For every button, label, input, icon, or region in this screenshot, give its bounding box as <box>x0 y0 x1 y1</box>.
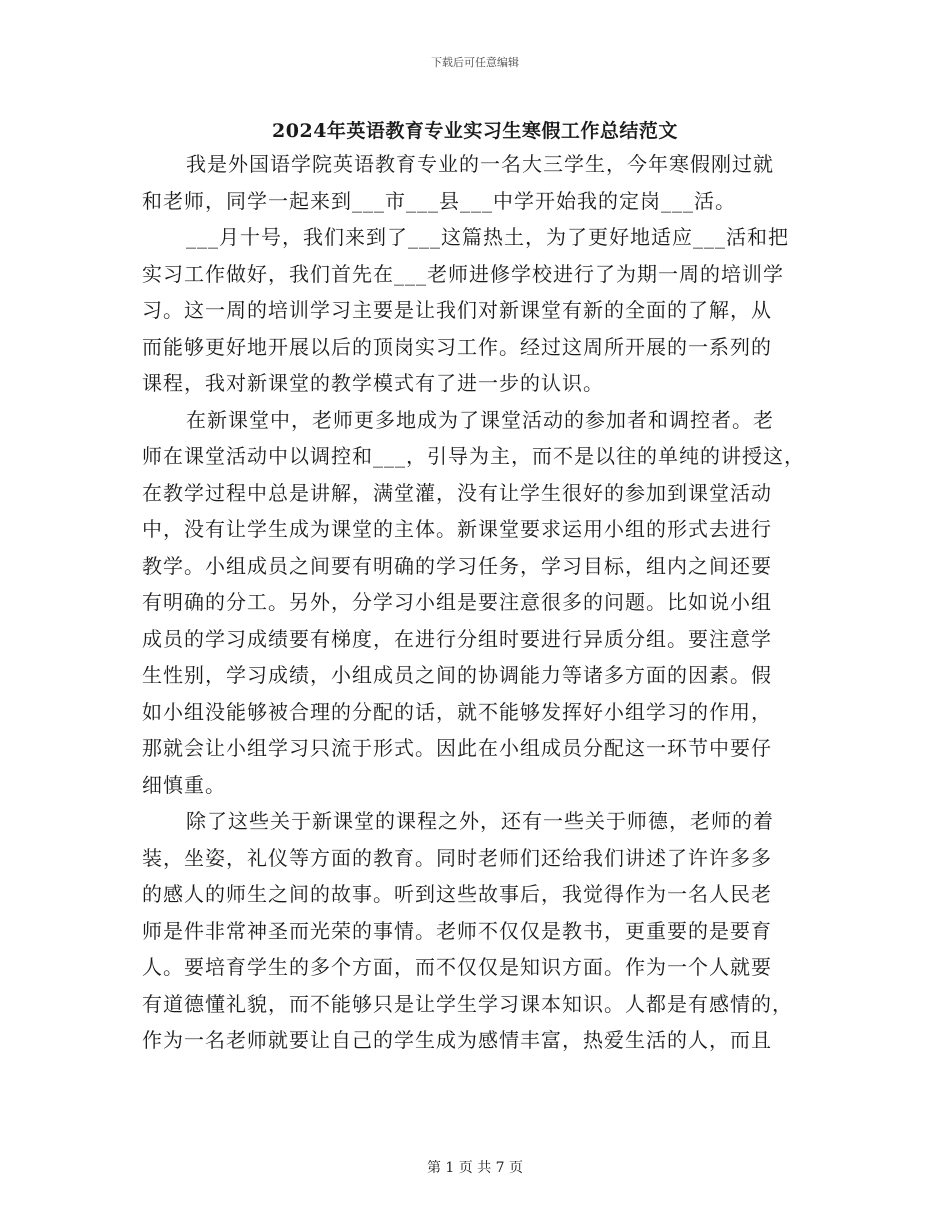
body-line: 有道德懂礼貌，而不能够只是让学生学习课本知识。人都是有感情的， <box>142 991 793 1016</box>
body-line: 师是件非常神圣而光荣的事情。老师不仅仅是教书，更重要的是要育 <box>142 918 772 943</box>
document-title: 2024年英语教育专业实习生寒假工作总结范文 <box>272 120 678 142</box>
body-line: 细慎重。 <box>142 772 226 797</box>
body-line: 那就会让小组学习只流于形式。因此在小组成员分配这一环节中要仔 <box>142 736 772 760</box>
body-line: 习。这一周的培训学习主要是让我们对新课堂有新的全面的了解，从 <box>142 298 772 322</box>
document-body <box>142 146 822 1059</box>
body-line: 成员的学习成绩要有梯度，在进行分组时要进行异质分组。要注意学 <box>142 626 772 651</box>
header-note: 下载后可任意编辑 <box>431 56 519 69</box>
body-line: 教学。小组成员之间要有明确的学习任务，学习目标，组内之间还要 <box>142 553 772 578</box>
body-line: 我是外国语学院英语教育专业的一名大三学生，今年寒假刚过就 <box>186 152 774 176</box>
body-line: 作为一名老师就要让自己的学生成为感情丰富，热爱生活的人，而且 <box>142 1028 772 1052</box>
body-line: 而能够更好地开展以后的顶岗实习工作。经过这周所开展的一系列的 <box>142 334 772 359</box>
body-line: ___月十号，我们来到了___这篇热土，为了更好地适应___活和把 <box>186 225 789 249</box>
body-line: 课程，我对新课堂的教学模式有了进一步的认识。 <box>142 371 604 395</box>
body-line: 在教学过程中总是讲解，满堂灌，没有让学生很好的参加到课堂活动 <box>142 480 772 505</box>
body-line: 实习工作做好，我们首先在___老师进修学校进行了为期一周的培训学 <box>142 261 784 286</box>
body-line: 在新课堂中，老师更多地成为了课堂活动的参加者和调控者。老 <box>186 407 774 432</box>
body-line: 人。要培育学生的多个方面，而不仅仅是知识方面。作为一个人就要 <box>142 955 772 979</box>
body-line: 师在课堂活动中以调控和___，引导为主，而不是以往的单纯的讲授这， <box>142 444 805 468</box>
page-footer: 第 1 页 共 7 页 <box>426 1160 524 1176</box>
body-line: 中，没有让学生成为课堂的主体。新课堂要求运用小组的形式去进行 <box>142 517 772 541</box>
body-line: 和老师，同学一起来到___市___县___中学开始我的定岗___活。 <box>142 188 736 213</box>
body-line: 的感人的师生之间的故事。听到这些故事后，我觉得作为一名人民老 <box>142 882 772 906</box>
body-line: 装，坐姿，礼仪等方面的教育。同时老师们还给我们讲述了许许多多 <box>142 845 772 870</box>
body-line: 有明确的分工。另外，分学习小组是要注意很多的问题。比如说小组 <box>142 590 772 614</box>
body-line: 除了这些关于新课堂的课程之外，还有一些关于师德，老师的着 <box>186 809 774 833</box>
body-line: 如小组没能够被合理的分配的话，就不能够发挥好小组学习的作用， <box>142 699 772 724</box>
body-line: 生性别，学习成绩，小组成员之间的协调能力等诸多方面的因素。假 <box>142 663 772 687</box>
